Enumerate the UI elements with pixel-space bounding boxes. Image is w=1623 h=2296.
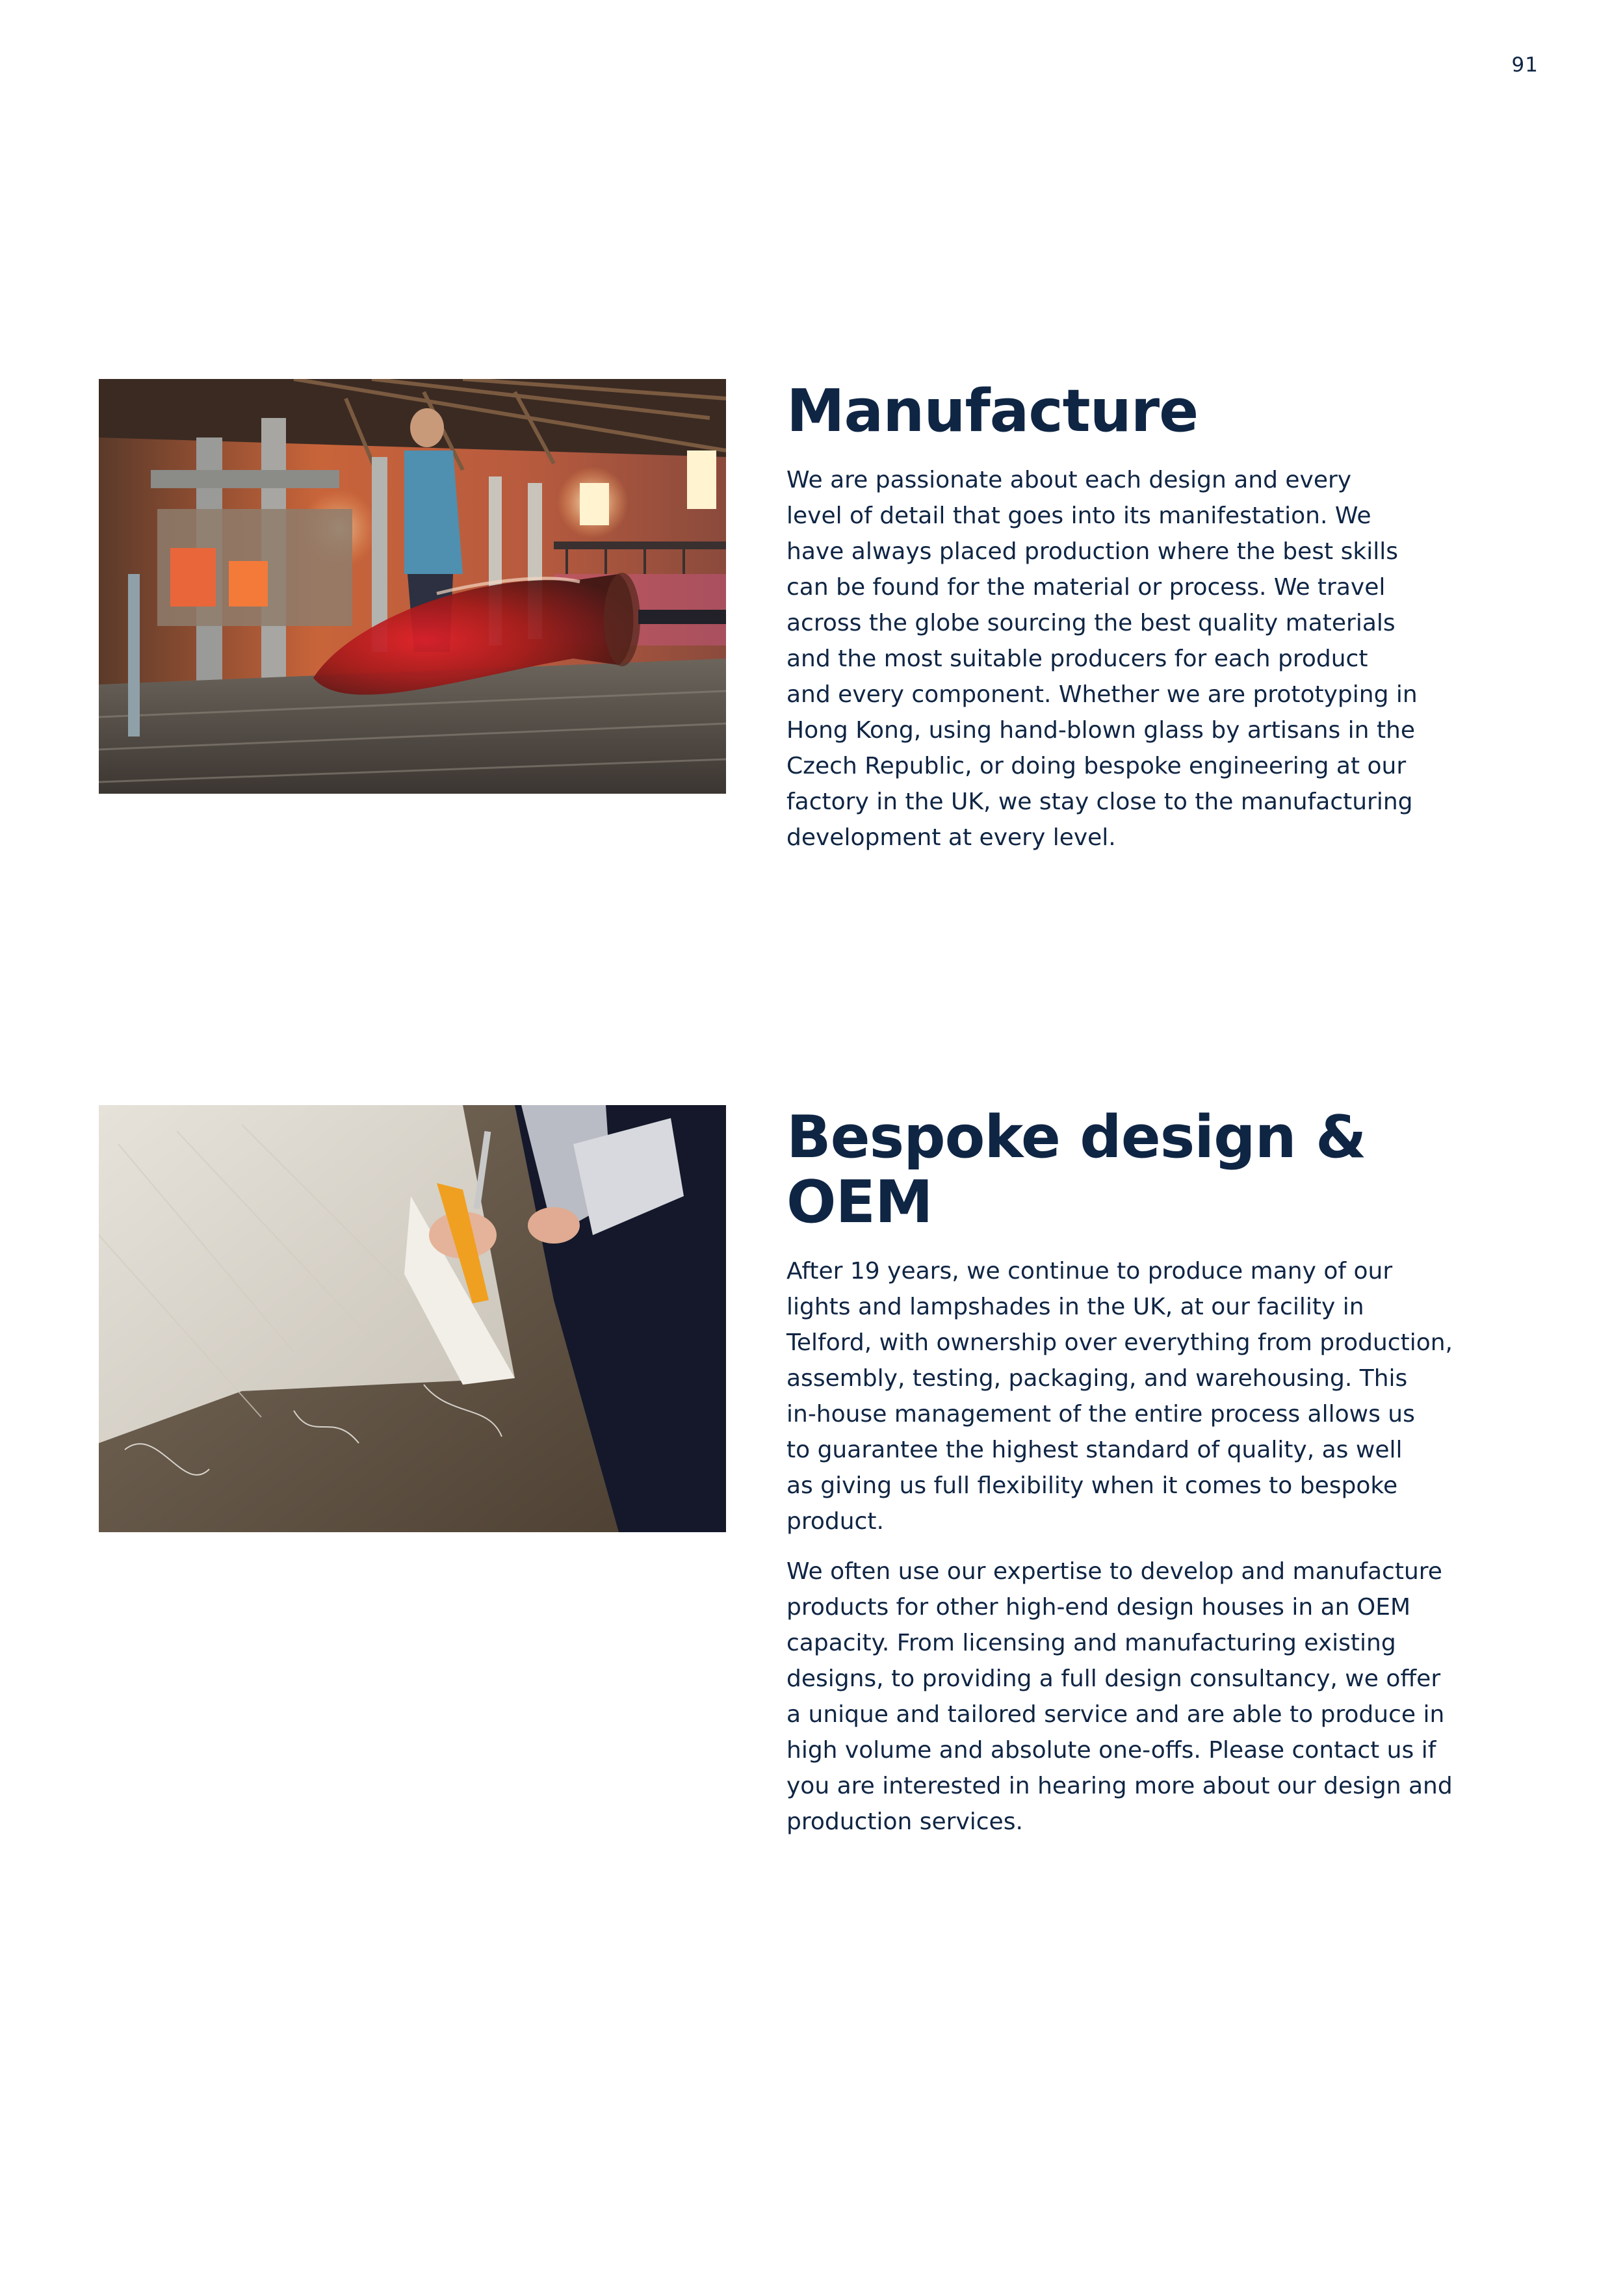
body-paragraph: After 19 years, we continue to produce many of our lights and lampshades in the UK, at our facility in Telford, with ownership over everything from production, assembly, testing, packaging, and warehousing. This in-house management of the entire process allows us to guarantee the highest standard of quality, as well as giving us full flexibility when it comes to bespoke product. xyxy=(786,1258,1453,1535)
fabric-cutting-photo xyxy=(99,1105,726,1532)
body-paragraph: We are passionate about each design and every level of detail that goes into its manifestation. We have always placed production where the best skills can be found for the material or process. We travel across the globe sourcing the best quality materials and the most suitable producers for each product and every component. Whether we are prototyping in Hong Kong, using hand-blown glass by artisans in the Czech Republic, or doing bespoke engineering at our factory in the UK, we stay close to the manufacturing development at every level. xyxy=(786,467,1418,851)
section-heading: Bespoke design & OEM xyxy=(786,1103,1366,1236)
page-number: 91 xyxy=(1511,53,1539,77)
bespoke-text-column xyxy=(786,1105,1469,1840)
glassblowing-workshop-photo xyxy=(99,379,726,794)
body-paragraph: We often use our expertise to develop and manufacture products for other high-end design houses in an OEM capacity. From licensing and manufacturing existing designs, to providing a full design consultancy, we offer a unique and tailored service and are able to produce in high volume and absolute one-offs. Please contact us if you are interested in hearing more about our design and production services. xyxy=(786,1558,1453,1835)
manufacture-text-column xyxy=(786,379,1469,855)
section-heading: Manufacture xyxy=(786,377,1199,445)
